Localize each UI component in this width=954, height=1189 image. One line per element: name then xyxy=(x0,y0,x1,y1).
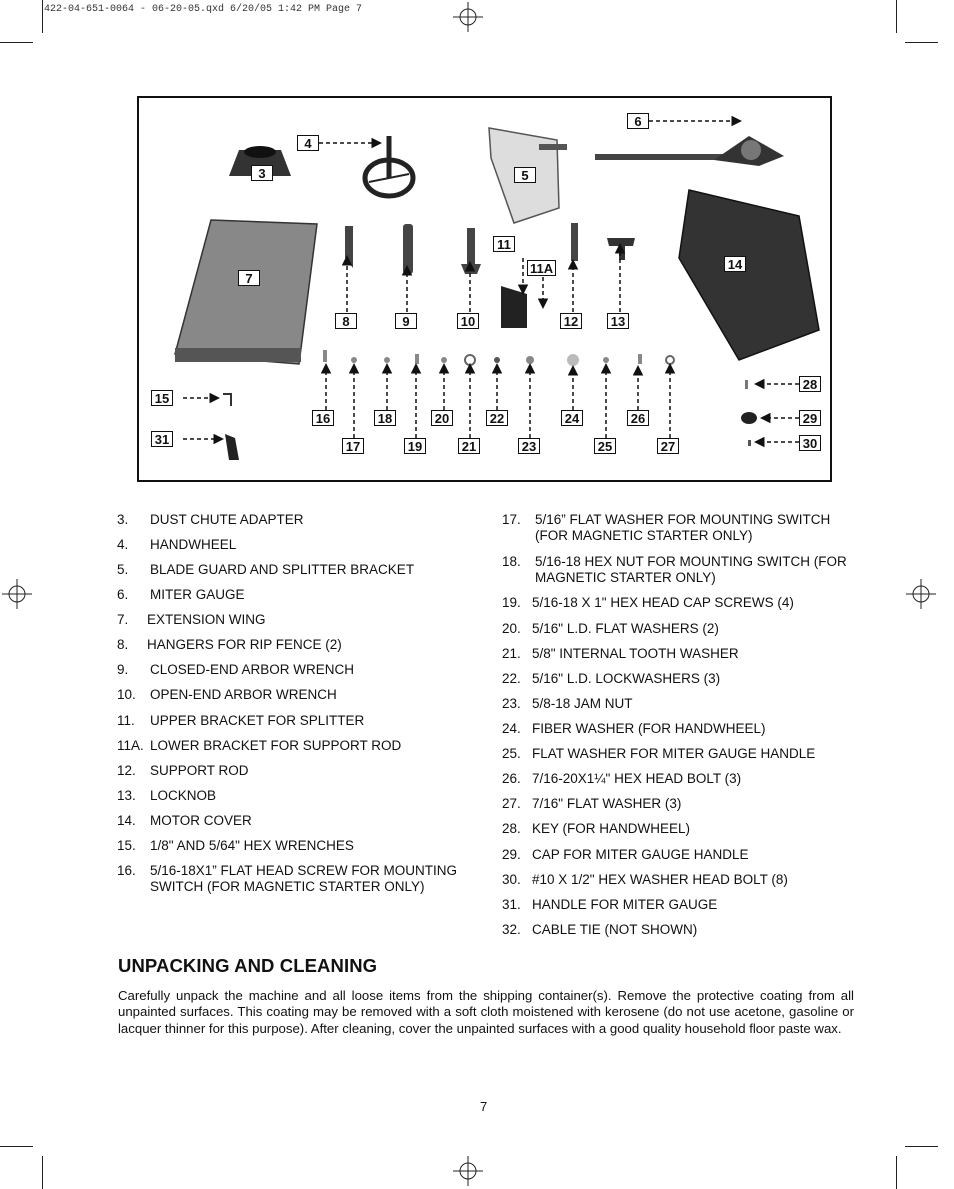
section-heading: UNPACKING AND CLEANING xyxy=(118,955,378,976)
motor-cover-icon xyxy=(679,190,819,360)
callout-22: 22 xyxy=(486,410,508,426)
callout-26: 26 xyxy=(627,410,649,426)
crop-mark xyxy=(896,0,897,33)
support-rod-icon xyxy=(571,223,578,261)
callout-23: 23 xyxy=(518,438,540,454)
callout-21: 21 xyxy=(458,438,480,454)
callout-11: 11 xyxy=(493,236,515,252)
crop-mark xyxy=(905,42,938,43)
crop-mark xyxy=(0,1146,33,1147)
crop-mark xyxy=(896,1156,897,1189)
handwheel-icon xyxy=(365,136,413,196)
callout-19: 19 xyxy=(404,438,426,454)
callout-4: 4 xyxy=(297,135,319,151)
registration-mark-icon xyxy=(2,579,32,609)
callout-18: 18 xyxy=(374,410,396,426)
callout-30: 30 xyxy=(799,435,821,451)
callout-10: 10 xyxy=(457,313,479,329)
callout-24: 24 xyxy=(561,410,583,426)
parts-figure xyxy=(137,96,832,482)
callout-13: 13 xyxy=(607,313,629,329)
callout-28: 28 xyxy=(799,376,821,392)
callout-3: 3 xyxy=(251,165,273,181)
callout-12: 12 xyxy=(560,313,582,329)
file-slug: 422-04-651-0064 - 06-20-05.qxd 6/20/05 1:42 PM Page 7 xyxy=(44,4,363,15)
closed-end-wrench-icon xyxy=(403,224,413,274)
rip-fence-hanger-icon xyxy=(345,226,353,268)
registration-mark-icon xyxy=(453,1156,483,1186)
callout-9: 9 xyxy=(395,313,417,329)
parts-illustration xyxy=(139,98,829,479)
section-body: Carefully unpack the machine and all loose items from the shipping container(s). Remove the protective coating from all unpainted surfaces. This coating may be removed with a soft cloth moistened with kerosene (do not use acetone, gasoline or lacquer thinner for this purpose). After cleaning, cover the unpainted surfaces with a good quality household floor paste wax. xyxy=(118,988,854,1036)
callout-15: 15 xyxy=(151,390,173,406)
callout-14: 14 xyxy=(724,256,746,272)
callout-25: 25 xyxy=(594,438,616,454)
callout-16: 16 xyxy=(312,410,334,426)
registration-mark-icon xyxy=(453,2,483,32)
page-number: 7 xyxy=(480,1099,488,1114)
locknob-icon xyxy=(607,238,635,260)
crop-mark xyxy=(0,42,33,43)
callout-31: 31 xyxy=(151,431,173,447)
callout-20: 20 xyxy=(431,410,453,426)
callout-5: 5 xyxy=(514,167,536,183)
crop-mark xyxy=(905,1146,938,1147)
extension-wing-icon xyxy=(175,220,317,364)
callout-17: 17 xyxy=(342,438,364,454)
callout-27: 27 xyxy=(657,438,679,454)
bracket-icon xyxy=(501,286,527,328)
callout-6: 6 xyxy=(627,113,649,129)
crop-mark xyxy=(42,1156,43,1189)
crop-mark xyxy=(42,0,43,33)
open-end-wrench-icon xyxy=(461,228,481,274)
callout-29: 29 xyxy=(799,410,821,426)
callout-11a: 11A xyxy=(527,260,556,276)
callout-8: 8 xyxy=(335,313,357,329)
callout-7: 7 xyxy=(238,270,260,286)
miter-gauge-icon xyxy=(595,136,784,166)
registration-mark-icon xyxy=(906,579,936,609)
